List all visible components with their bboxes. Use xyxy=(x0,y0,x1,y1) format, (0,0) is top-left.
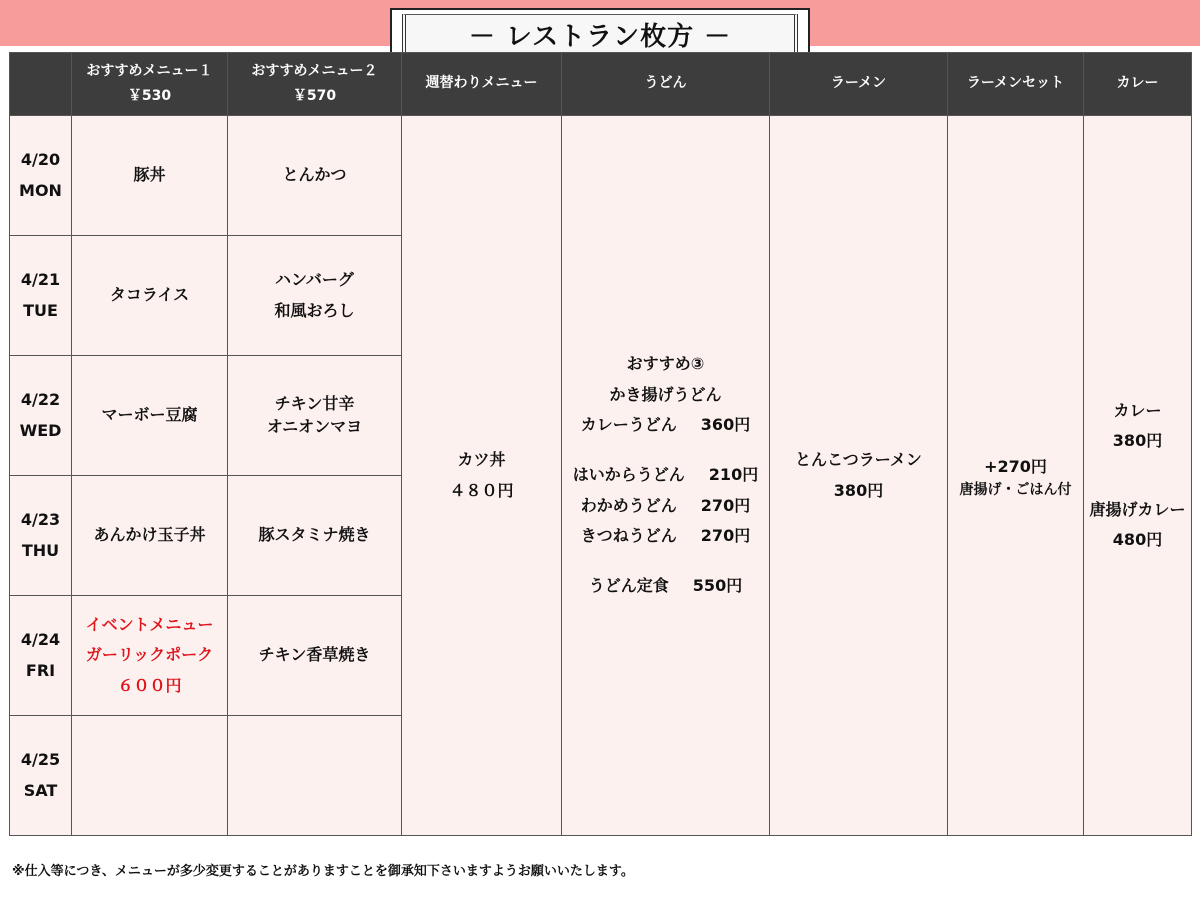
weekly-cell xyxy=(402,116,562,836)
header-ramen: ラーメン xyxy=(770,53,948,116)
menu2-cell xyxy=(228,716,402,836)
menu-item: チキン香草焼き xyxy=(258,645,371,665)
page-title: － レストラン枚方 － xyxy=(402,14,798,54)
event-price: ６００円 xyxy=(117,675,182,695)
menu-item: 豚丼 xyxy=(133,165,166,185)
header-udon: うどん xyxy=(562,53,770,116)
menu2-cell xyxy=(228,596,402,716)
ramen-cell xyxy=(770,116,948,836)
udon-item xyxy=(562,521,769,551)
udon-item xyxy=(562,460,769,490)
menu-item: マーボー豆腐 xyxy=(101,405,198,425)
date-cell xyxy=(10,476,72,596)
date-cell xyxy=(10,356,72,476)
menu-item: タコライス xyxy=(109,285,190,305)
curry-name: カレー xyxy=(1113,400,1162,420)
event-label: イベントメニュー xyxy=(85,614,214,634)
date-cell xyxy=(10,596,72,716)
date-cell xyxy=(10,236,72,356)
ramen-set-price: +270円 xyxy=(984,456,1047,476)
menu-item: ハンバーグ xyxy=(275,270,354,290)
menu1-cell xyxy=(72,236,228,356)
header-price: ￥530 xyxy=(127,88,172,104)
udon-item-price: 550円 xyxy=(692,576,743,596)
weekday: FRI xyxy=(25,660,56,680)
udon-cell xyxy=(562,116,770,836)
ramen-price: 380円 xyxy=(833,480,884,500)
date: 4/20 xyxy=(20,150,61,170)
ramen-name: とんこつラーメン xyxy=(795,450,922,470)
table-row xyxy=(10,116,1192,236)
udon-recommend: おすすめ③ xyxy=(626,354,705,374)
udon-recommend-item: かき揚げうどん xyxy=(609,384,722,404)
header-row xyxy=(10,53,1192,116)
header-menu1 xyxy=(72,53,228,116)
menu2-cell xyxy=(228,116,402,236)
menu1-cell xyxy=(72,356,228,476)
menu-item: 和風おろし xyxy=(274,300,355,320)
udon-item xyxy=(562,571,769,601)
menu2-cell xyxy=(228,356,402,476)
menu1-cell xyxy=(72,716,228,836)
weekday: TUE xyxy=(23,300,58,320)
header-label: おすすめメニュー１ xyxy=(86,62,213,79)
header-weekly: 週替わりメニュー xyxy=(402,53,562,116)
header-label: おすすめメニュー２ xyxy=(251,62,378,79)
udon-item xyxy=(562,410,769,440)
weekday: THU xyxy=(21,540,60,560)
udon-item-name: きつねうどん xyxy=(580,526,677,546)
header-menu2 xyxy=(228,53,402,116)
spacer xyxy=(1084,457,1191,495)
ramen-set-note: 唐揚げ・ごはん付 xyxy=(959,482,1072,499)
curry-price: 380円 xyxy=(1112,431,1163,451)
spacer xyxy=(562,440,769,460)
menu1-cell xyxy=(72,596,228,716)
weekly-name: カツ丼 xyxy=(457,450,506,470)
event-item: ガーリックポーク xyxy=(85,645,214,665)
date-cell xyxy=(10,716,72,836)
menu-table xyxy=(9,52,1192,836)
spacer xyxy=(562,551,769,571)
weekday: SAT xyxy=(23,780,58,800)
menu1-cell xyxy=(72,116,228,236)
weekly-price: ４８０円 xyxy=(449,480,514,500)
curry-price: 480円 xyxy=(1112,529,1163,549)
date: 4/23 xyxy=(20,510,61,530)
udon-item-price: 270円 xyxy=(700,526,751,546)
menu-item: あんかけ玉子丼 xyxy=(93,525,206,545)
menu1-cell xyxy=(72,476,228,596)
header-curry: カレー xyxy=(1084,53,1192,116)
menu2-cell xyxy=(228,236,402,356)
menu-item: とんかつ xyxy=(282,165,347,185)
footnote: ※仕入等につき、メニューが多少変更することがありますことを御承知下さいますようお願いいたします。 xyxy=(12,864,634,879)
weekday: MON xyxy=(19,180,62,200)
header-ramen-set: ラーメンセット xyxy=(948,53,1084,116)
menu-item: 豚スタミナ焼き xyxy=(258,525,371,545)
udon-item-name: うどん定食 xyxy=(588,576,669,596)
udon-item-name: わかめうどん xyxy=(580,495,677,515)
udon-item-price: 360円 xyxy=(700,414,751,434)
menu-item: オニオンマヨ xyxy=(266,416,363,436)
date: 4/24 xyxy=(20,630,61,650)
menu-item: チキン甘辛 xyxy=(274,394,355,414)
menu2-cell xyxy=(228,476,402,596)
date-cell xyxy=(10,116,72,236)
ramen-set-cell xyxy=(948,116,1084,836)
udon-item-price: 210円 xyxy=(708,465,759,485)
date: 4/25 xyxy=(20,750,61,770)
udon-item-price: 270円 xyxy=(700,495,751,515)
date: 4/21 xyxy=(20,270,61,290)
date: 4/22 xyxy=(20,390,61,410)
udon-item-name: はいからうどん xyxy=(572,465,685,485)
curry-cell xyxy=(1084,116,1192,836)
udon-item-name: カレーうどん xyxy=(580,414,677,434)
header-date xyxy=(10,53,72,116)
header-price: ￥570 xyxy=(292,88,337,104)
curry-name: 唐揚げカレー xyxy=(1089,499,1186,519)
udon-item xyxy=(562,491,769,521)
weekday: WED xyxy=(19,420,62,440)
